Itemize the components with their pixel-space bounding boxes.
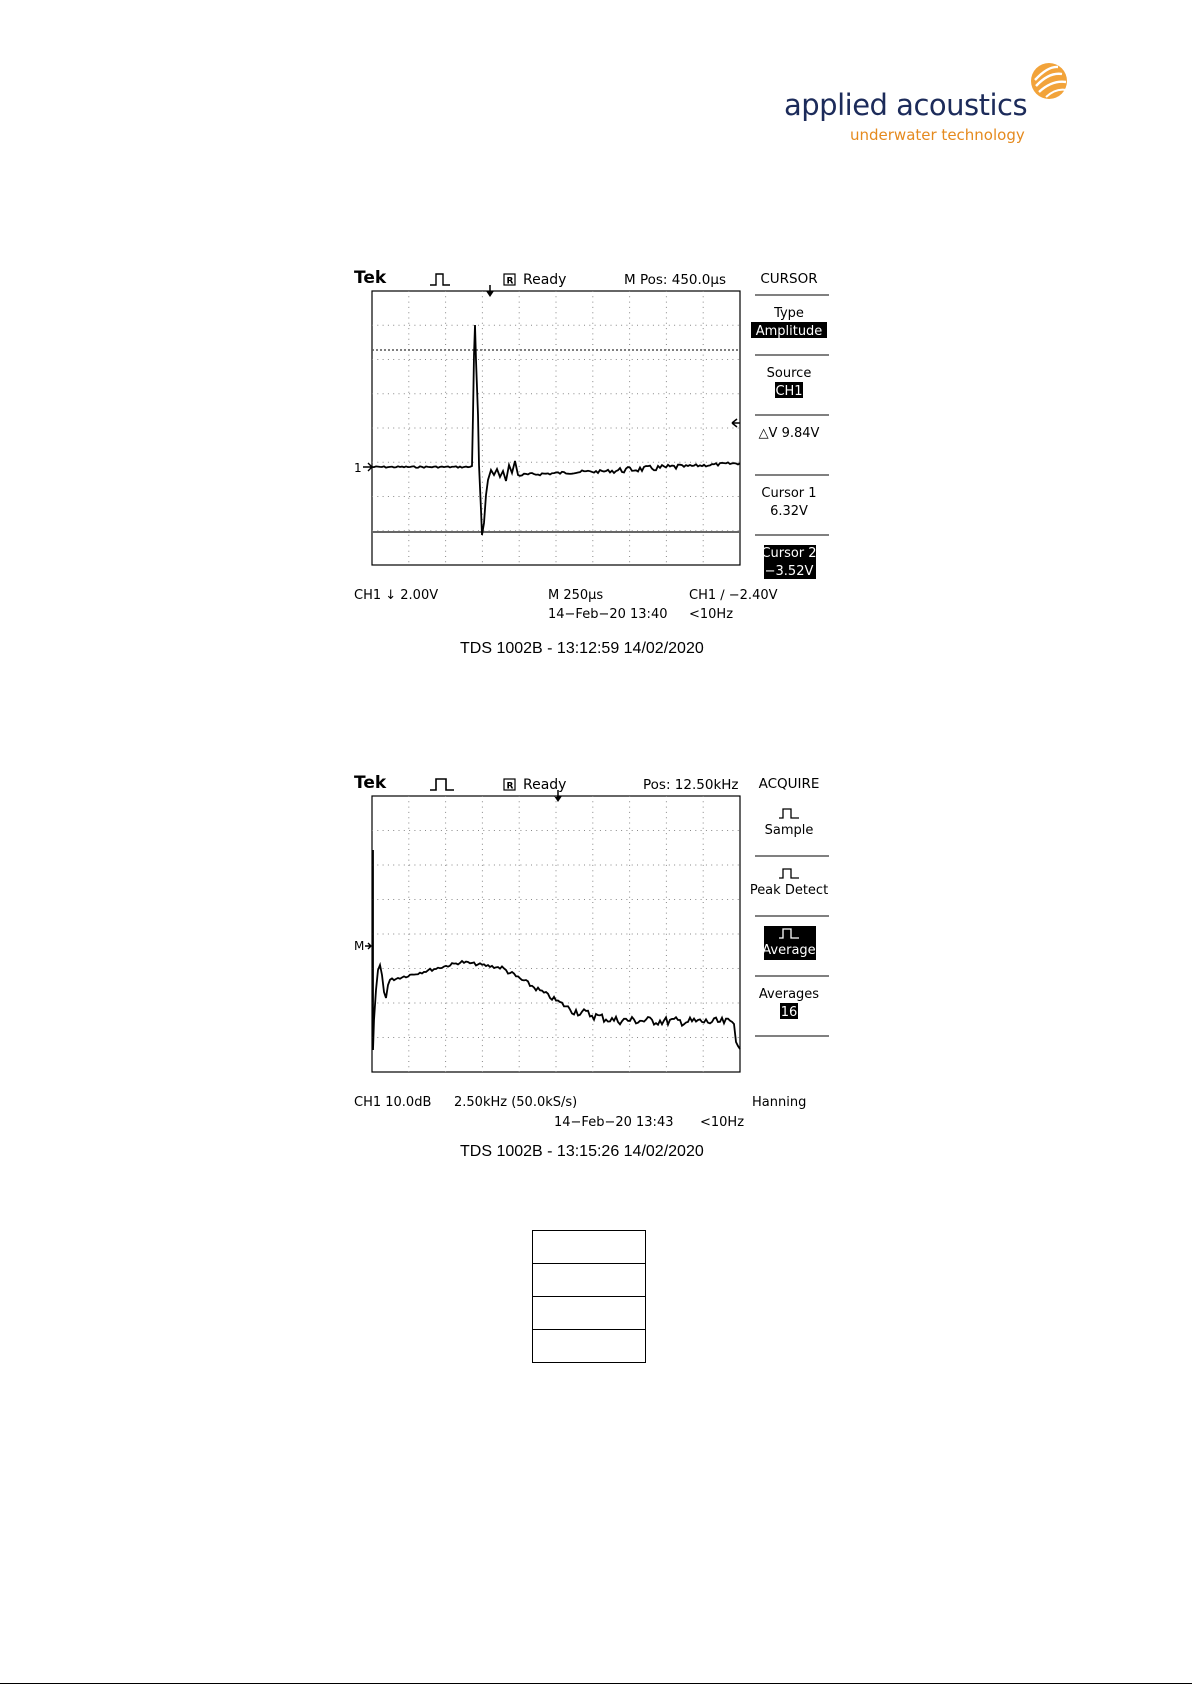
scope2-window: Hanning xyxy=(752,1095,807,1110)
scope2-menu-item xyxy=(765,809,814,838)
scope1-freq: <10Hz xyxy=(689,607,734,622)
scope2-screen xyxy=(352,770,832,1165)
scope2-channel-scale: CH1 10.0dB xyxy=(354,1095,432,1110)
scope1-menu-value: CH1 xyxy=(775,384,803,399)
table-cell xyxy=(533,1231,646,1264)
scope1-channel-scale: CH1 ↓ 2.00V xyxy=(354,588,439,603)
logo-name: applied acoustics xyxy=(784,88,1028,122)
scope1-menu-label: Cursor 2 xyxy=(761,546,817,561)
scope1-channel-marker: 1 xyxy=(354,461,362,475)
scope1-menu-label: Type xyxy=(774,306,804,321)
scope1-menu-label: Cursor 1 xyxy=(761,486,817,501)
page-bottom-rule xyxy=(0,1683,1192,1684)
scope1-menu-item xyxy=(761,486,816,519)
scope1-menu-item xyxy=(767,366,812,399)
scope1-position: M Pos: 450.0µs xyxy=(624,272,727,288)
scope2-side-menu xyxy=(750,776,829,1036)
scope2-caption: TDS 1002B - 13:15:26 14/02/2020 xyxy=(460,1143,704,1160)
scope2-menu-item xyxy=(762,926,816,960)
scope1-graticule xyxy=(372,291,740,565)
scope2-menu-title: ACQUIRE xyxy=(758,776,820,792)
scope1-menu-value: −3.52V xyxy=(764,564,814,579)
scope2-acq-mode-icon xyxy=(779,869,799,878)
scope2-position: Pos: 12.50kHz xyxy=(643,777,739,793)
run-state-icon xyxy=(504,779,515,792)
scope1-status: Ready xyxy=(523,272,567,288)
scope1-trigger-setting: CH1 ∕ −2.40V xyxy=(689,588,778,603)
scope2-date: 14−Feb−20 13:43 xyxy=(554,1115,674,1130)
table-cell xyxy=(533,1264,646,1297)
math-marker-arrow-icon xyxy=(365,943,371,949)
scope2-channel-marker: M xyxy=(354,939,365,953)
scope1-brand: Tek xyxy=(354,268,387,288)
scope2-menu-item xyxy=(759,987,819,1020)
scope2-status: Ready xyxy=(523,777,567,793)
empty-table xyxy=(532,1230,646,1363)
scope2-graticule xyxy=(372,796,740,1072)
trigger-pulse-icon xyxy=(430,274,450,285)
scope1-menu-label: Source xyxy=(766,366,812,381)
scope1-timebase: M 250µs xyxy=(548,588,604,603)
scope2-menu-label: Peak Detect xyxy=(749,883,829,898)
scope1-side-menu xyxy=(751,271,829,579)
average-pulse-icon xyxy=(430,779,454,790)
table-cell xyxy=(533,1297,646,1330)
scope1-menu-label: △V 9.84V xyxy=(758,426,820,441)
scope2-freq: <10Hz xyxy=(700,1115,745,1130)
scope2-acq-mode-icon xyxy=(779,809,799,818)
scope2-menu-label: Average xyxy=(762,943,816,958)
trigger-level-icon xyxy=(732,419,740,427)
logo-tagline: underwater technology xyxy=(850,126,1025,144)
scope1-screen xyxy=(352,265,832,660)
table-cell xyxy=(533,1330,646,1363)
scope2-brand: Tek xyxy=(354,773,387,793)
svg-text:R: R xyxy=(506,781,514,792)
table-row xyxy=(533,1330,646,1363)
scope2-menu-label: Averages xyxy=(758,987,820,1002)
scope1-menu-value: Amplitude xyxy=(755,324,823,339)
scope2-menu-item xyxy=(750,869,828,898)
svg-text:R: R xyxy=(506,276,514,287)
scope2-menu-label: Sample xyxy=(764,823,814,838)
scope2-menu-value: 16 xyxy=(780,1005,798,1020)
run-state-icon xyxy=(504,274,515,287)
logo-mark-icon xyxy=(1028,60,1070,102)
oscilloscope-capture-time xyxy=(352,265,832,660)
scope2-span: 2.50kHz (50.0kS/s) xyxy=(454,1095,578,1110)
scope1-menu-title: CURSOR xyxy=(760,271,818,287)
scope1-date: 14−Feb−20 13:40 xyxy=(548,607,668,622)
table-row xyxy=(533,1231,646,1264)
company-logo xyxy=(780,60,1080,150)
table-row xyxy=(533,1297,646,1330)
scope1-menu-item xyxy=(761,545,816,579)
channel-ground-arrow-icon xyxy=(363,463,372,471)
scope1-menu-value: 6.32V xyxy=(770,504,808,519)
table-row xyxy=(533,1264,646,1297)
scope1-menu-item xyxy=(751,306,827,339)
scope1-caption: TDS 1002B - 13:12:59 14/02/2020 xyxy=(460,640,704,657)
oscilloscope-capture-fft xyxy=(352,770,832,1165)
scope1-menu-item xyxy=(759,426,820,441)
